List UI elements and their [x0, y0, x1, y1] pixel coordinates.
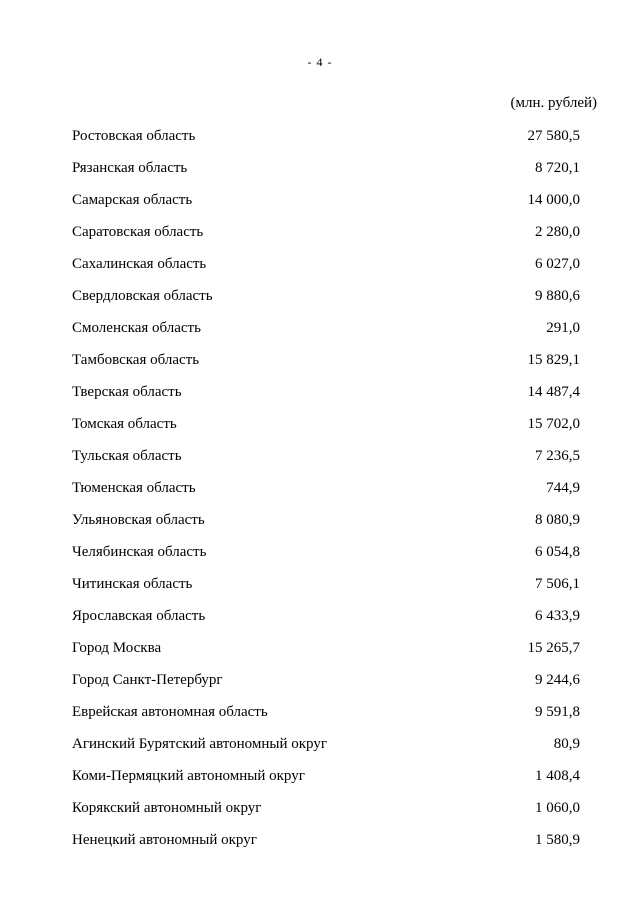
region-name: Сахалинская область [72, 256, 207, 272]
region-name: Свердловская область [72, 288, 213, 304]
region-name: Коми-Пермяцкий автономный округ [72, 768, 305, 784]
amount-value: 6 433,9 [535, 608, 580, 624]
list-item [72, 702, 580, 734]
unit-note: (млн. рублей) [510, 95, 597, 111]
list-item [72, 830, 580, 862]
amount-value: 6 054,8 [535, 544, 580, 560]
region-name: Ульяновская область [72, 512, 205, 528]
region-name: Тверская область [72, 384, 182, 400]
list-item [72, 734, 580, 766]
region-name: Рязанская область [72, 160, 188, 176]
list-item [72, 798, 580, 830]
region-name: Ненецкий автономный округ [72, 832, 257, 848]
amount-value: 1 408,4 [535, 768, 580, 784]
list-item [72, 222, 580, 254]
amount-value: 15 265,7 [527, 640, 580, 656]
list-item [72, 350, 580, 382]
amount-value: 15 702,0 [527, 416, 580, 432]
amount-value: 80,9 [553, 736, 580, 752]
list-item [72, 382, 580, 414]
list-item [72, 670, 580, 702]
amount-value: 6 027,0 [535, 256, 580, 272]
list-item [72, 190, 580, 222]
list-item [72, 574, 580, 606]
amount-value: 7 506,1 [535, 576, 580, 592]
list-item [72, 158, 580, 190]
region-name: Тульская область [72, 448, 182, 464]
amount-value: 8 720,1 [535, 160, 580, 176]
region-name: Смоленская область [72, 320, 201, 336]
amount-value: 27 580,5 [527, 128, 580, 144]
region-name: Саратовская область [72, 224, 204, 240]
amount-value: 744,9 [546, 480, 580, 496]
amount-value: 291,0 [546, 320, 580, 336]
amount-value: 9 244,6 [535, 672, 580, 688]
amount-value: 1 580,9 [535, 832, 580, 848]
region-name: Читинская область [72, 576, 193, 592]
region-name: Самарская область [72, 192, 193, 208]
page-number: - 4 - [307, 55, 333, 69]
amount-value: 1 060,0 [535, 800, 580, 816]
region-name: Ярославская область [72, 608, 206, 624]
list-item [72, 254, 580, 286]
list-item [72, 638, 580, 670]
amount-value: 14 487,4 [527, 384, 580, 400]
region-name: Тюменская область [72, 480, 196, 496]
amount-value: 2 280,0 [535, 224, 580, 240]
list-item [72, 542, 580, 574]
amount-value: 14 000,0 [527, 192, 580, 208]
list-item [72, 478, 580, 510]
list-item [72, 318, 580, 350]
region-name: Ростовская область [72, 128, 196, 144]
list-item [72, 766, 580, 798]
amount-value: 7 236,5 [535, 448, 580, 464]
list-item [72, 510, 580, 542]
amount-value: 9 880,6 [535, 288, 580, 304]
list-item [72, 126, 580, 158]
amount-value: 15 829,1 [527, 352, 580, 368]
region-name: Еврейская автономная область [72, 704, 268, 720]
list-item [72, 446, 580, 478]
region-name: Челябинская область [72, 544, 207, 560]
list-item [72, 606, 580, 638]
region-name: Корякский автономный округ [72, 800, 262, 816]
amount-value: 8 080,9 [535, 512, 580, 528]
region-name: Томская область [72, 416, 177, 432]
amount-value: 9 591,8 [535, 704, 580, 720]
region-name: Агинский Бурятский автономный округ [72, 736, 327, 752]
region-name: Тамбовская область [72, 352, 200, 368]
region-name: Город Санкт-Петербург [72, 672, 223, 688]
list-item [72, 414, 580, 446]
list-item [72, 286, 580, 318]
region-name: Город Москва [72, 640, 162, 656]
allocation-list [72, 126, 580, 862]
